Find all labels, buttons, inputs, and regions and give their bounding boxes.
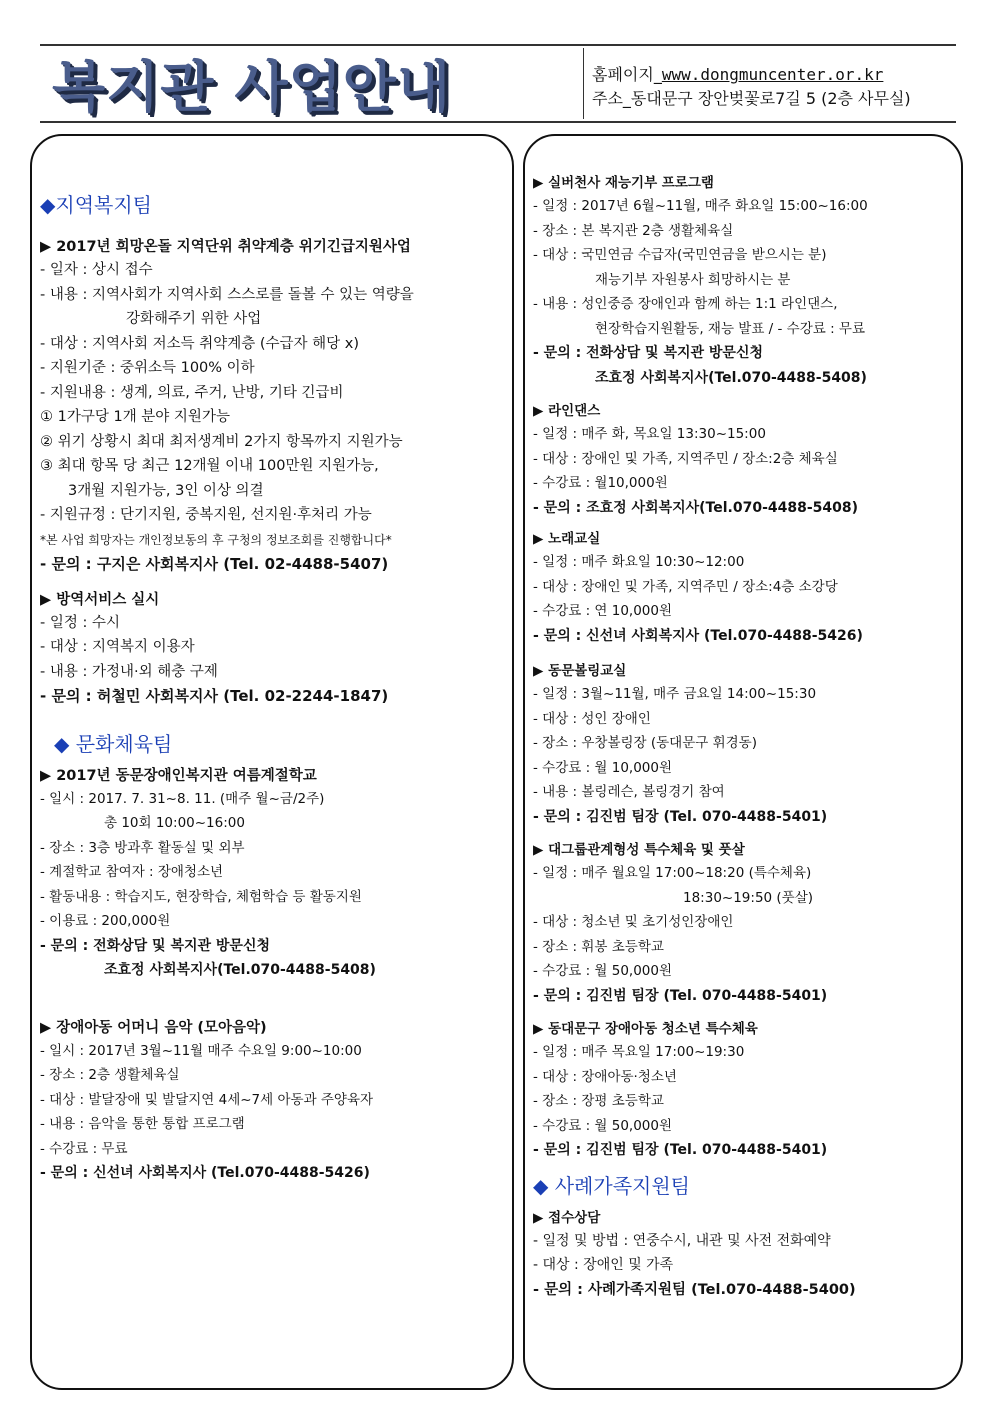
list-item: - 내용 : 음악을 통한 통합 프로그램 — [40, 1116, 245, 1132]
contact-line: - 문의 : 김진범 팀장 (Tel. 070-4488-5401) — [533, 987, 828, 1004]
right-column — [533, 170, 957, 1302]
team-heading-community: ◆지역복지팀 — [40, 193, 152, 217]
section-title-silver-angel: ▶ 실버천사 재능기부 프로그램 — [533, 175, 714, 191]
list-item: - 대상 : 지역사회 저소득 취약계층 (수급자 해당 x) — [40, 335, 360, 352]
contact-line: - 문의 : 허철민 사회복지사 (Tel. 02-2244-1847) — [40, 687, 389, 705]
list-item: - 내용 : 지역사회가 지역사회 스스로를 돌볼 수 있는 역량을 — [40, 286, 414, 303]
list-item: 재능기부 자원봉사 희망하시는 분 — [595, 271, 791, 288]
list-item: - 수강료 : 월 50,000원 — [533, 963, 673, 979]
contact-line: - 문의 : 전화상담 및 복지관 방문신청 — [533, 345, 763, 361]
homepage-label: 홈페이지_ — [592, 65, 662, 84]
list-item: - 장소 : 휘봉 초등학교 — [533, 938, 664, 955]
list-item: - 대상 : 장애인 및 가족 — [533, 1257, 674, 1273]
section-body-bowling — [533, 682, 957, 829]
list-item: - 내용 : 볼링레슨, 볼링경기 참여 — [533, 784, 725, 800]
list-item: - 장소 : 2층 생활체육실 — [40, 1067, 180, 1083]
section-title-special-pe: ▶ 동대문구 장애아동 청소년 특수체육 — [533, 1021, 758, 1037]
section-body-pest-control — [40, 611, 506, 709]
list-item: - 일정 : 3월~11월, 매주 금요일 14:00~15:30 — [533, 686, 817, 702]
list-item: - 일자 : 상시 접수 — [40, 262, 153, 278]
contact-line: - 문의 : 사례가족지원팀 (Tel.070-4488-5400) — [533, 1281, 856, 1298]
section-title-intake: ▶ 접수상담 — [533, 1209, 601, 1226]
list-item: 현장학습지원활동, 재능 발표 / - 수강료 : 무료 — [595, 320, 865, 337]
list-item: - 장소 : 우창볼링장 (동대문구 휘경동) — [533, 735, 757, 751]
homepage-link[interactable]: www.dongmuncenter.or.kr — [661, 65, 884, 84]
list-item: - 대상 : 지역복지 이용자 — [40, 639, 195, 655]
list-item: - 장소 : 장평 초등학교 — [533, 1093, 664, 1109]
section-title-line-dance: ▶ 라인댄스 — [533, 403, 601, 419]
list-item: - 활동내용 : 학습지도, 현장학습, 체험학습 등 활동지원 — [40, 888, 362, 905]
list-item: - 일정 : 수시 — [40, 614, 120, 631]
section-title-singing-class: ▶ 노래교실 — [533, 531, 601, 547]
team-heading-case-family: ◆ 사례가족지원팀 — [533, 1173, 690, 1198]
section-body-special-pe — [533, 1040, 957, 1163]
left-column — [40, 192, 506, 1186]
list-item: - 내용 : 가정내·외 해충 구제 — [40, 663, 218, 680]
notice-text: *본 사업 희망자는 개인정보동의 후 구청의 정보조회를 진행합니다* — [40, 532, 392, 547]
section-body-line-dance — [533, 422, 957, 520]
list-item: - 일시 : 2017. 7. 31~8. 11. (매주 월~금/2주) — [40, 790, 325, 807]
list-item: - 일정 : 매주 화요일 10:30~12:00 — [533, 554, 745, 570]
list-item: - 대상 : 성인 장애인 — [533, 710, 651, 727]
contact-line: 조효정 사회복지사(Tel.070-4488-5408) — [595, 369, 867, 386]
section-title-bowling: ▶ 동문볼링교실 — [533, 663, 627, 679]
header-top-rule — [40, 44, 956, 46]
list-item: - 수강료 : 무료 — [40, 1140, 128, 1157]
section-body-singing-class — [533, 550, 957, 648]
section-body-crisis-support — [40, 258, 506, 577]
list-item: - 일정 : 매주 목요일 17:00~19:30 — [533, 1044, 745, 1060]
list-item: ① 1가구당 1개 분야 지원가능 — [40, 409, 230, 425]
section-title-crisis-support: ▶ 2017년 희망온돌 지역단위 취약계층 위기긴급지원사업 — [40, 239, 411, 255]
list-item: - 계절학교 참여자 : 장애청소년 — [40, 864, 224, 880]
list-item: - 지원내용 : 생계, 의료, 주거, 난방, 기타 긴급비 — [40, 384, 344, 401]
contact-line: - 문의 : 김진범 팀장 (Tel. 070-4488-5401) — [533, 1142, 828, 1158]
list-item: - 지원규정 : 단기지원, 중복지원, 선지원·후처리 가능 — [40, 507, 372, 523]
list-item: - 지원기준 : 중위소득 100% 이하 — [40, 360, 255, 376]
list-item: - 수강료 : 월 10,000원 — [533, 759, 673, 776]
list-item: ② 위기 상황시 최대 최저생계비 2가지 항목까지 지원가능 — [40, 433, 403, 450]
list-item: - 수강료 : 연 10,000원 — [533, 603, 673, 619]
page-title: 복지관 사업안내 — [52, 54, 452, 119]
list-item: 3개월 지원가능, 3인 이상 의결 — [68, 482, 264, 499]
list-item: - 대상 : 청소년 및 초기성인장애인 — [533, 914, 734, 930]
list-item: ③ 최대 항목 당 최근 12개월 이내 100만원 지원가능, — [40, 458, 379, 474]
section-body-moa-music — [40, 1039, 506, 1186]
list-item: - 이용료 : 200,000원 — [40, 913, 171, 929]
list-item: - 대상 : 국민연금 수급자(국민연금을 받으시는 분) — [533, 247, 827, 263]
list-item: - 장소 : 3층 방과후 활동실 및 외부 — [40, 839, 245, 856]
list-item: - 일시 : 2017년 3월~11월 매주 수요일 9:00~10:00 — [40, 1042, 362, 1059]
list-item: - 대상 : 장애아동·청소년 — [533, 1068, 677, 1085]
header-divider — [583, 48, 584, 119]
contact-line: - 문의 : 신선녀 사회복지사 (Tel.070-4488-5426) — [533, 627, 863, 644]
list-item: - 장소 : 본 복지관 2층 생활체육실 — [533, 222, 734, 239]
homepage-line — [592, 62, 883, 85]
section-title-moa-music: ▶ 장애아동 어머니 음악 (모아음악) — [40, 1019, 267, 1036]
header-bottom-rule — [40, 121, 956, 123]
list-item: - 수강료 : 월 50,000원 — [533, 1117, 673, 1134]
address-line: 주소_동대문구 장안벚꽃로7길 5 (2층 사무실) — [592, 89, 911, 108]
list-item: - 일정 : 매주 월요일 17:00~18:20 (특수체육) — [533, 865, 812, 881]
contact-line: - 문의 : 김진범 팀장 (Tel. 070-4488-5401) — [533, 808, 828, 825]
contact-line: - 문의 : 신선녀 사회복지사 (Tel.070-4488-5426) — [40, 1165, 370, 1181]
contact-line: 조효정 사회복지사(Tel.070-4488-5408) — [104, 962, 376, 978]
section-title-summer-school: ▶ 2017년 동문장애인복지관 여름계절학교 — [40, 767, 317, 784]
team-heading-culture-sports: ◆ 문화체육팀 — [54, 731, 173, 756]
contact-line: - 문의 : 전화상담 및 복지관 방문신청 — [40, 937, 270, 954]
section-body-silver-angel — [533, 194, 957, 390]
list-item: 18:30~19:50 (풋살) — [683, 889, 814, 906]
list-item: - 수강료 : 월10,000원 — [533, 475, 668, 491]
list-item: - 대상 : 장애인 및 가족, 지역주민 / 장소:2층 체육실 — [533, 450, 838, 467]
section-title-futsal: ▶ 대그룹관계형성 특수체육 및 풋살 — [533, 842, 745, 858]
list-item: - 일정 : 2017년 6월~11월, 매주 화요일 15:00~16:00 — [533, 198, 868, 214]
section-body-futsal — [533, 861, 957, 1008]
list-item: - 일정 : 매주 화, 목요일 13:30~15:00 — [533, 426, 766, 442]
contact-line: - 문의 : 구지은 사회복지사 (Tel. 02-4488-5407) — [40, 555, 389, 573]
list-item: 총 10회 10:00~16:00 — [104, 815, 245, 831]
list-item: 강화해주기 위한 사업 — [126, 311, 262, 327]
section-body-summer-school — [40, 787, 506, 983]
list-item: - 내용 : 성인중증 장애인과 함께 하는 1:1 라인댄스, — [533, 296, 838, 312]
section-body-intake — [533, 1229, 957, 1303]
list-item: - 일정 및 방법 : 연중수시, 내관 및 사전 전화예약 — [533, 1232, 831, 1249]
list-item: - 대상 : 장애인 및 가족, 지역주민 / 장소:4층 소강당 — [533, 578, 838, 595]
contact-line: - 문의 : 조효정 사회복지사(Tel.070-4488-5408) — [533, 499, 859, 516]
section-title-pest-control: ▶ 방역서비스 실시 — [40, 591, 160, 608]
list-item: - 대상 : 발달장애 및 발달지연 4세~7세 아동과 주양육자 — [40, 1091, 374, 1108]
